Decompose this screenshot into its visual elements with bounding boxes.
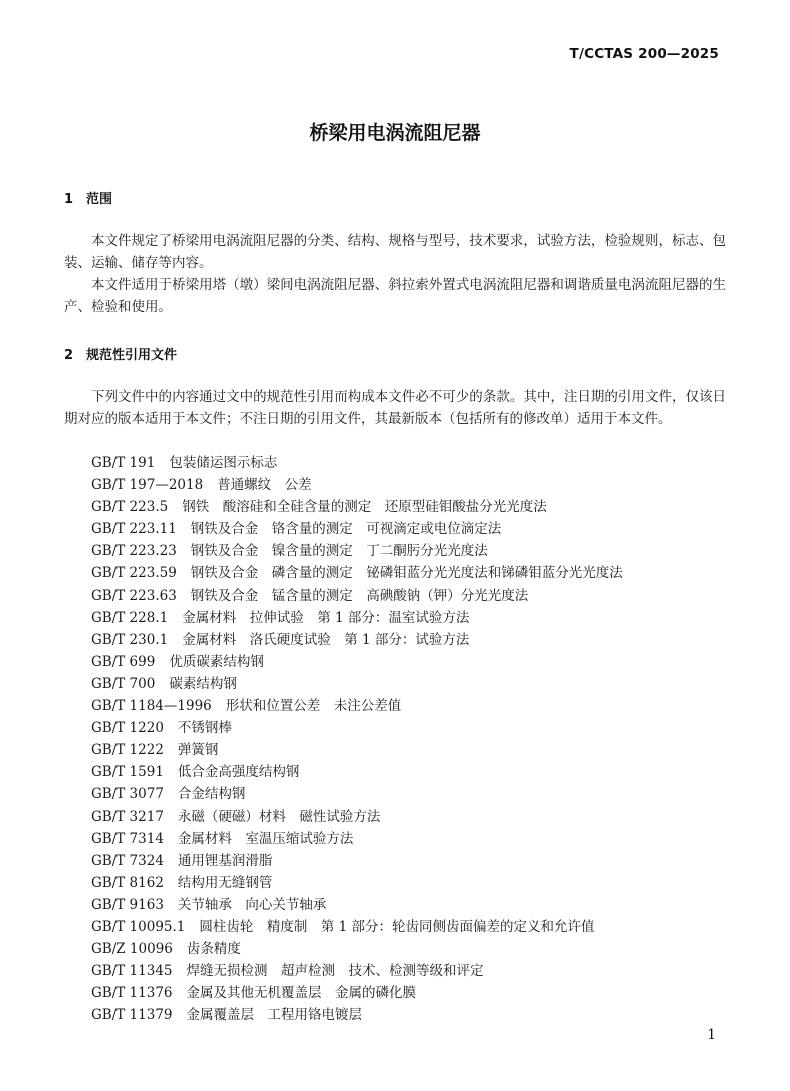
reference-title: 钢铁及合金 锰含量的测定 高碘酸钠（钾）分光光度法 — [190, 587, 529, 604]
reference-code: GB/T 223.59 — [91, 565, 177, 582]
reference-title: 永磁（硬磁）材料 磁性试验方法 — [177, 808, 381, 825]
reference-item — [91, 540, 623, 562]
reference-code: GB/T 7324 — [91, 852, 164, 869]
section-number: 1 — [64, 192, 74, 207]
reference-title: 低合金高强度结构钢 — [177, 764, 300, 781]
reference-code: GB/T 8162 — [91, 874, 164, 891]
reference-item — [91, 783, 623, 805]
reference-code: GB/T 11376 — [91, 985, 173, 1002]
reference-code: GB/T 1591 — [91, 764, 164, 781]
references-intro-paragraph: 下列文件中的内容通过文中的规范性引用而构成本文件必不可少的条款。其中，注日期的引用文件，仅该日期对应的版本适用于本文件；不注日期的引用文件，其最新版本（包括所有的修改单）适用于本文件。 — [64, 389, 726, 427]
reference-code: GB/T 699 — [91, 653, 156, 670]
reference-item — [91, 938, 623, 960]
reference-code: GB/T 10095.1 — [91, 918, 186, 935]
reference-code: GB/T 3217 — [91, 808, 164, 825]
reference-item — [91, 585, 623, 607]
reference-title: 钢铁及合金 铬含量的测定 可视滴定或电位滴定法 — [190, 521, 502, 538]
reference-code: GB/T 191 — [91, 455, 156, 471]
reference-title: 不锈钢棒 — [177, 720, 232, 737]
reference-item — [91, 982, 623, 1004]
section-heading-scope — [64, 188, 112, 207]
document-code: T/CCTAS 200—2025 — [569, 46, 719, 62]
reference-title: 形状和位置公差 未注公差值 — [225, 698, 402, 715]
reference-title: 普通螺纹 公差 — [217, 477, 312, 494]
reference-code: GB/T 197—2018 — [91, 477, 204, 494]
scope-paragraph-1: 本文件规定了桥梁用电涡流阻尼器的分类、结构、规格与型号，技术要求，试验方法，检验规则，标志、包装、运输、储存等内容。 — [64, 233, 726, 271]
document-title: 桥梁用电涡流阻尼器 — [309, 122, 481, 144]
reference-title: 金属材料 室温压缩试验方法 — [177, 830, 354, 847]
reference-code: GB/T 11345 — [91, 963, 173, 980]
reference-item — [91, 761, 623, 783]
reference-code: GB/T 11379 — [91, 1007, 173, 1024]
reference-title: 钢铁及合金 镍含量的测定 丁二酮肟分光光度法 — [190, 543, 488, 560]
reference-title: 碳素结构钢 — [169, 675, 237, 692]
reference-title: 合金结构钢 — [177, 786, 246, 803]
reference-item — [91, 828, 623, 850]
reference-code: GB/T 230.1 — [91, 631, 169, 648]
reference-title: 金属覆盖层 工程用铬电镀层 — [186, 1007, 362, 1024]
reference-item — [91, 916, 623, 938]
reference-list — [91, 452, 623, 1026]
reference-item — [91, 629, 623, 651]
reference-item — [91, 1004, 623, 1026]
reference-item — [91, 739, 623, 761]
reference-item — [91, 651, 623, 673]
reference-code: GB/T 228.1 — [91, 609, 169, 626]
reference-title: 金属及其他无机覆盖层 金属的磷化膜 — [186, 985, 416, 1002]
reference-title: 焊缝无损检测 超声检测 技术、检测等级和评定 — [186, 963, 484, 980]
reference-item — [91, 960, 623, 982]
reference-item — [91, 872, 623, 894]
reference-item — [91, 496, 623, 518]
section-heading-normative-references — [64, 344, 177, 363]
reference-code: GB/Z 10096 — [91, 941, 173, 958]
reference-code: GB/T 9163 — [91, 896, 164, 913]
reference-code: GB/T 223.5 — [91, 499, 169, 516]
reference-title: 关节轴承 向心关节轴承 — [177, 896, 327, 913]
reference-title: 通用锂基润滑脂 — [177, 852, 273, 869]
reference-item — [91, 607, 623, 629]
scope-paragraph-2: 本文件适用于桥梁用塔（墩）梁间电涡流阻尼器、斜拉索外置式电涡流阻尼器和调谐质量电涡流阻尼器的生产、检验和使用。 — [64, 277, 726, 315]
reference-item — [91, 695, 623, 717]
reference-item — [91, 894, 623, 916]
reference-item — [91, 850, 623, 872]
reference-title: 金属材料 拉伸试验 第 1 部分：温室试验方法 — [182, 609, 470, 626]
reference-code: GB/T 1222 — [91, 742, 164, 759]
reference-item — [91, 673, 623, 695]
reference-title: 钢铁 酸溶硅和全硅含量的测定 还原型硅钼酸盐分光光度法 — [182, 499, 547, 516]
reference-code: GB/T 700 — [91, 675, 156, 692]
reference-code: GB/T 3077 — [91, 786, 164, 803]
reference-title: 齿条精度 — [186, 941, 241, 958]
reference-code: GB/T 223.11 — [91, 521, 177, 538]
reference-title: 弹簧钢 — [177, 742, 219, 759]
reference-item — [91, 474, 623, 496]
reference-title: 金属材料 洛氏硬度试验 第 1 部分：试验方法 — [182, 631, 470, 648]
section-title: 规范性引用文件 — [86, 348, 178, 363]
reference-code: GB/T 7314 — [91, 830, 164, 847]
reference-item — [91, 562, 623, 584]
reference-title: 优质碳素结构钢 — [169, 653, 264, 670]
reference-code: GB/T 223.63 — [91, 587, 177, 604]
reference-code: GB/T 1220 — [91, 720, 164, 737]
reference-title: 圆柱齿轮 精度制 第 1 部分：轮齿同侧齿面偏差的定义和允许值 — [199, 918, 595, 935]
section-title: 范围 — [86, 192, 113, 207]
reference-title: 包装储运图示标志 — [169, 455, 278, 471]
reference-item — [91, 717, 623, 739]
reference-title: 钢铁及合金 磷含量的测定 铋磷钼蓝分光光度法和锑磷钼蓝分光光度法 — [190, 565, 623, 582]
reference-title: 结构用无缝钢管 — [177, 874, 273, 891]
reference-code: GB/T 1184—1996 — [91, 698, 212, 715]
reference-item — [91, 452, 623, 474]
reference-item — [91, 518, 623, 540]
section-number: 2 — [64, 348, 74, 363]
reference-code: GB/T 223.23 — [91, 543, 177, 560]
reference-item — [91, 806, 623, 828]
page-number: 1 — [707, 1027, 716, 1043]
